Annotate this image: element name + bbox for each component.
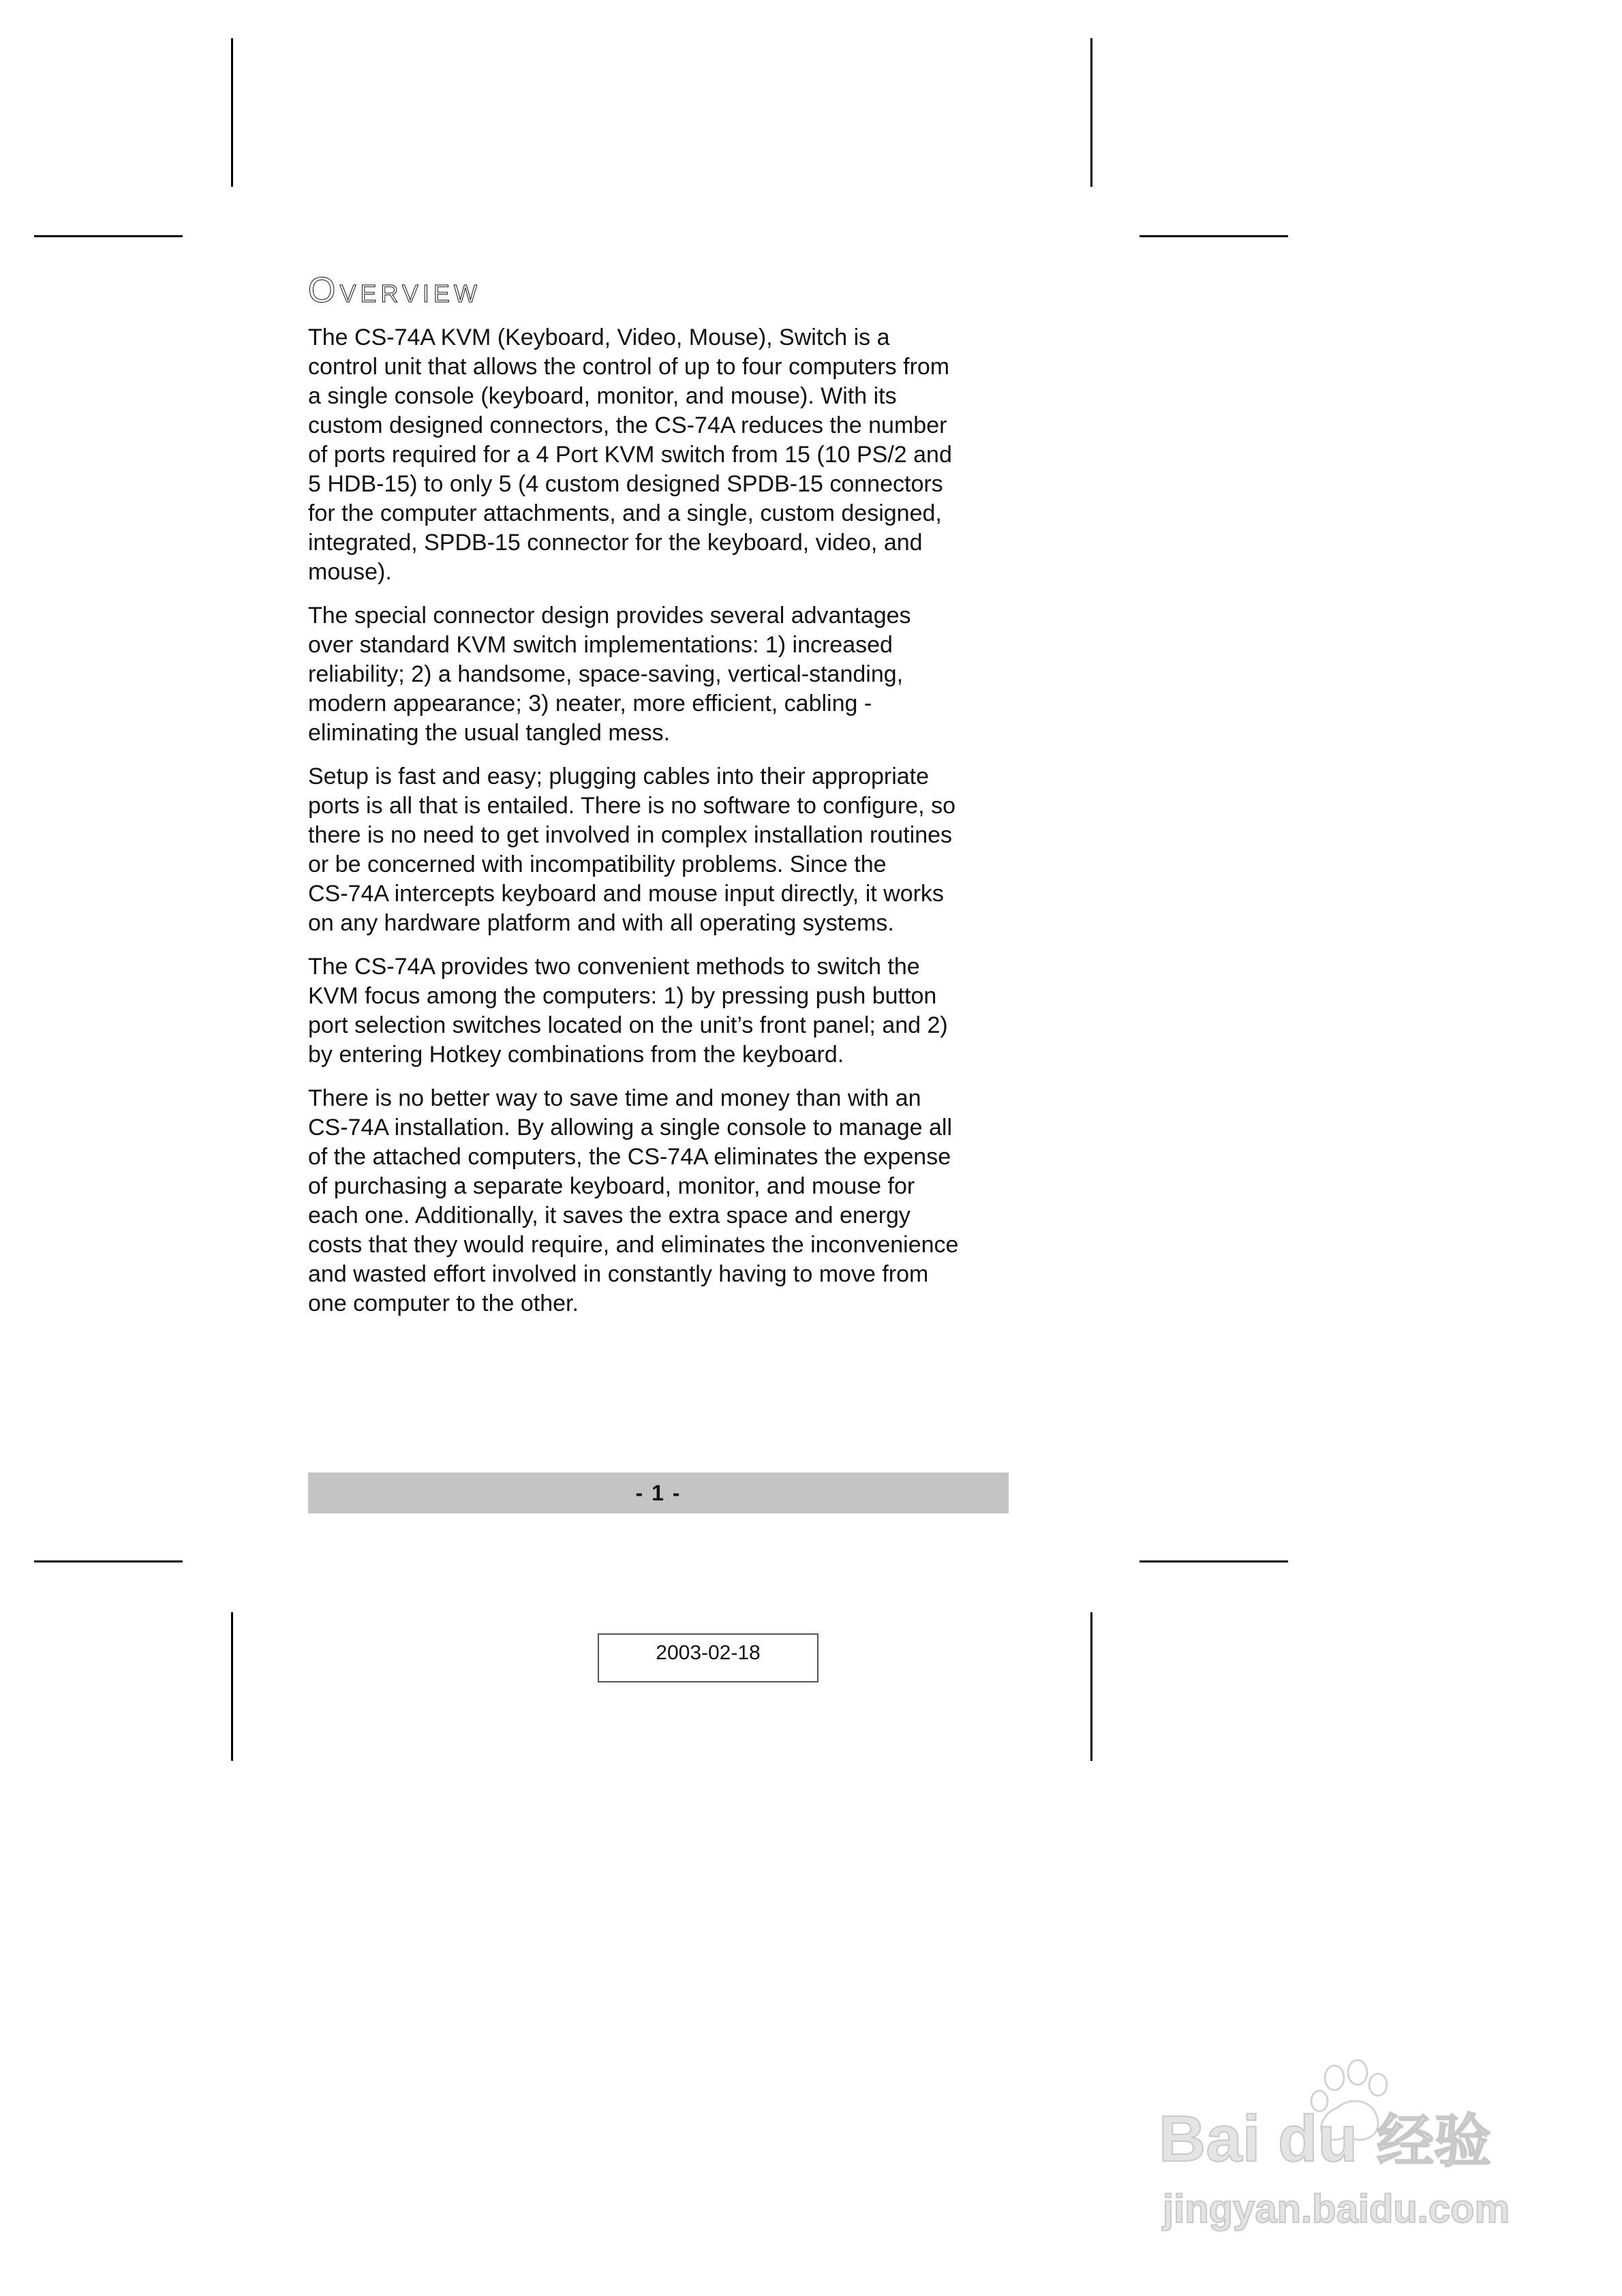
svg-text:du: du (1278, 2102, 1358, 2175)
crop-mark-top-left-horizontal (34, 235, 183, 237)
watermark-brand-text: Bai (1159, 2102, 1261, 2175)
crop-mark-top-right-vertical (1090, 38, 1092, 187)
crop-mark-bottom-right-vertical (1090, 1612, 1092, 1761)
page-footer-bar (308, 1472, 1009, 1513)
page-content (308, 273, 1010, 1333)
date-stamp (598, 1633, 818, 1682)
crop-mark-top-right-horizontal (1139, 235, 1288, 237)
svg-text:经验: 经验 (1377, 2108, 1492, 2175)
paragraph-connector-design: The special connector design provides several advantages over standard KVM switch implementations: 1) increased reliability; 2) a handsome, space-saving, vertical-standing, modern appearance; 3) neater, more efficient, cabling - eliminating the usual tangled mess. (308, 603, 911, 746)
crop-mark-top-left-vertical (231, 38, 233, 187)
paragraph-savings: There is no better way to save time and money than with an CS-74A installation. By allowing a single console to manage all of the attached computers, the CS-74A eliminates the expense of purchasing a separate keyboard, monitor, and mouse for each one. Additionally, it saves the extra space and energy costs that they would require, and eliminates the inconvenience and wasted effort involved in constantly having to move from one computer to the other. (308, 1085, 959, 1316)
paragraph-intro: The CS-74A KVM (Keyboard, Video, Mouse), Switch is a control unit that allows the control of up to four computers from a single console (keyboard, monitor, and mouse). With its custom designed connectors, the CS-74A reduces the number of ports required for a 4 Port KVM switch from 15 (10 PS/2 and 5 HDB-15) to only 5 (4 custom designed SPDB-15 connectors for the computer attachments, and a single, custom designed, integrated, SPDB-15 connector for the keyboard, video, and mouse). (308, 324, 952, 585)
baidu-jingyan-watermark-logo (1159, 2052, 1540, 2256)
paragraph-setup: Setup is fast and easy; plugging cables into their appropriate ports is all that is entailed. There is no software to configure, so there is no need to get involved in complex installation routines or be concerned with incompatibility problems. Since the CS-74A intercepts keyboard and mouse input directly, it works on any hardware platform and with all operating systems. (308, 764, 955, 936)
page-number: - 1 - (635, 1480, 682, 1505)
crop-mark-bottom-left-horizontal (34, 1560, 183, 1562)
date-text: 2003-02-18 (656, 1642, 761, 1664)
crop-mark-bottom-right-horizontal (1139, 1560, 1288, 1562)
section-heading: Overview (308, 271, 481, 310)
crop-mark-bottom-left-vertical (231, 1612, 233, 1761)
paragraph-switch-methods: The CS-74A provides two convenient methods to switch the KVM focus among the computers: 1) by pressing push button port selection switches located on the unit’s front panel; and 2) by entering Hotkey combinations from the keyboard. (308, 954, 948, 1068)
watermark-url-text: jingyan.baidu.com (1163, 2187, 1510, 2231)
